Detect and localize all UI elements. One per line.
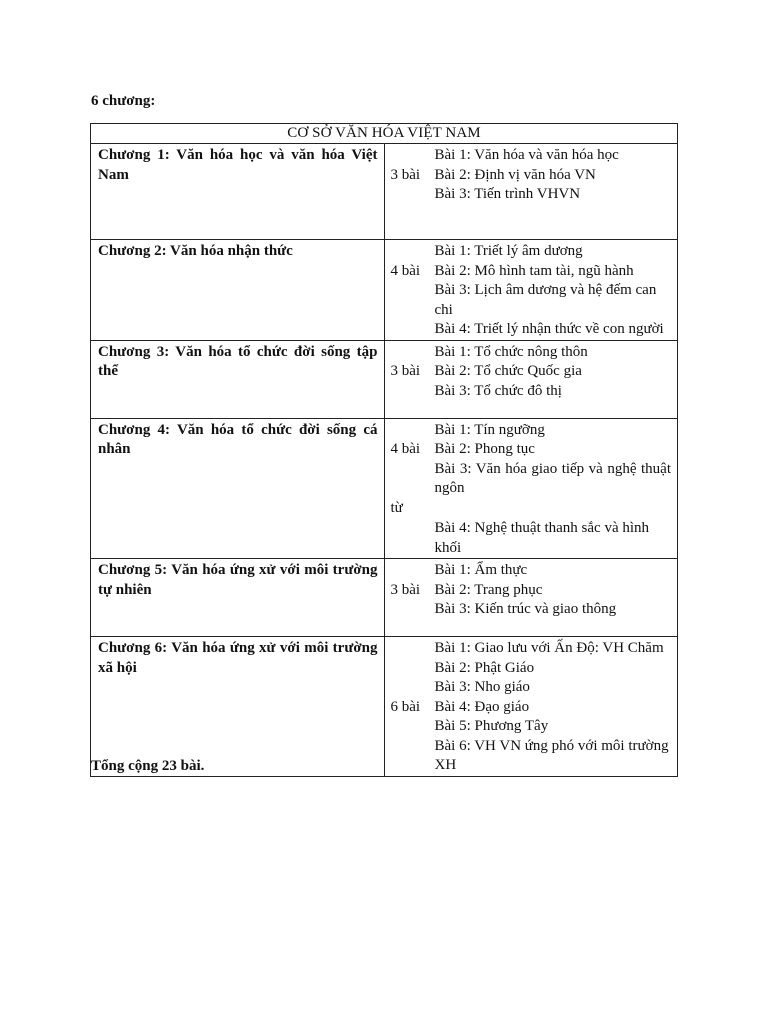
- lessons-cell: [384, 240, 678, 341]
- lesson-item: Bài 1: Giao lưu với Ấn Độ: VH Chăm: [434, 640, 664, 656]
- lesson-item: Bài 1: Tổ chức nông thôn: [434, 343, 588, 360]
- table-title: CƠ SỞ VĂN HÓA VIỆT NAM: [91, 124, 678, 144]
- table-title-row: [91, 124, 678, 144]
- lesson-count: 3 bài: [390, 363, 421, 379]
- lesson-item: Bài 5: Phương Tây: [434, 718, 549, 734]
- table-row: [91, 144, 678, 240]
- curriculum-table: [90, 123, 678, 777]
- lesson-item: Bài 2: Trang phục: [434, 581, 543, 598]
- lesson-count: 3 bài: [390, 166, 421, 183]
- table-row: [91, 637, 678, 777]
- lesson-item: Bài 1: Triết lý âm dương: [434, 243, 583, 259]
- lesson-item: Bài 4: Triết lý nhận thức về con người: [434, 321, 664, 337]
- lesson-item: Bài 3: Lịch âm dương và hệ đếm can chi: [434, 282, 657, 318]
- lesson-count: 3 bài: [390, 581, 421, 598]
- document-heading: 6 chương:: [91, 93, 156, 109]
- table-row: [91, 418, 678, 559]
- lesson-count: 4 bài: [390, 441, 421, 457]
- lesson-item: Bài 3: Văn hóa giao tiếp và nghệ thuật ngôn: [434, 460, 671, 496]
- lesson-item: Bài 3: Tiến trình VHVN: [434, 186, 581, 202]
- lesson-item: Bài 1: Tín ngưỡng: [434, 421, 545, 438]
- lesson-count: 6 bài: [390, 698, 421, 715]
- lesson-item: Bài 2: Phật Giáo: [434, 659, 535, 676]
- lesson-item: Bài 1: Văn hóa và văn hóa học: [434, 147, 619, 163]
- lesson-item: Bài 2: Mô hình tam tài, ngũ hành: [434, 262, 634, 279]
- table-row: [91, 240, 678, 341]
- lesson-item: Bài 4: Nghệ thuật thanh sắc và hình khối: [434, 520, 650, 556]
- lesson-item: Bài 2: Định vị văn hóa VN: [434, 166, 596, 183]
- lesson-item-wrap: từ: [390, 499, 403, 516]
- lesson-item: Bài 1: Ẩm thực: [434, 562, 528, 578]
- lessons-cell: [384, 418, 678, 559]
- chapter-cell: Chương 6: Văn hóa ứng xử với môi trường xã hội: [91, 637, 385, 777]
- chapter-cell: Chương 1: Văn hóa học và văn hóa Việt Nam: [91, 144, 385, 240]
- lessons-cell: [384, 637, 678, 777]
- table-row: [91, 559, 678, 637]
- chapter-cell: Chương 4: Văn hóa tổ chức đời sống cá nhân: [91, 418, 385, 559]
- lesson-item: Bài 3: Nho giáo: [434, 679, 530, 695]
- lessons-cell: [384, 144, 678, 240]
- chapter-cell: Chương 3: Văn hóa tổ chức đời sống tập thể: [91, 340, 385, 418]
- document-footer-total: Tổng cộng 23 bài.: [91, 758, 205, 774]
- lesson-item: Bài 6: VH VN ứng phó với môi trường XH: [434, 737, 669, 773]
- chapter-cell: Chương 2: Văn hóa nhận thức: [91, 240, 385, 341]
- lesson-item: Bài 2: Phong tục: [434, 441, 535, 457]
- chapter-cell: Chương 5: Văn hóa ứng xử với môi trường tự nhiên: [91, 559, 385, 637]
- lesson-count: 4 bài: [390, 262, 421, 279]
- lesson-item: Bài 3: Tổ chức đô thị: [434, 382, 562, 399]
- lesson-item: Bài 4: Đạo giáo: [434, 698, 530, 715]
- lessons-cell: [384, 340, 678, 418]
- lesson-item: Bài 2: Tổ chức Quốc gia: [434, 363, 582, 379]
- lesson-item: Bài 3: Kiến trúc và giao thông: [434, 601, 617, 617]
- lessons-cell: [384, 559, 678, 637]
- table-row: [91, 340, 678, 418]
